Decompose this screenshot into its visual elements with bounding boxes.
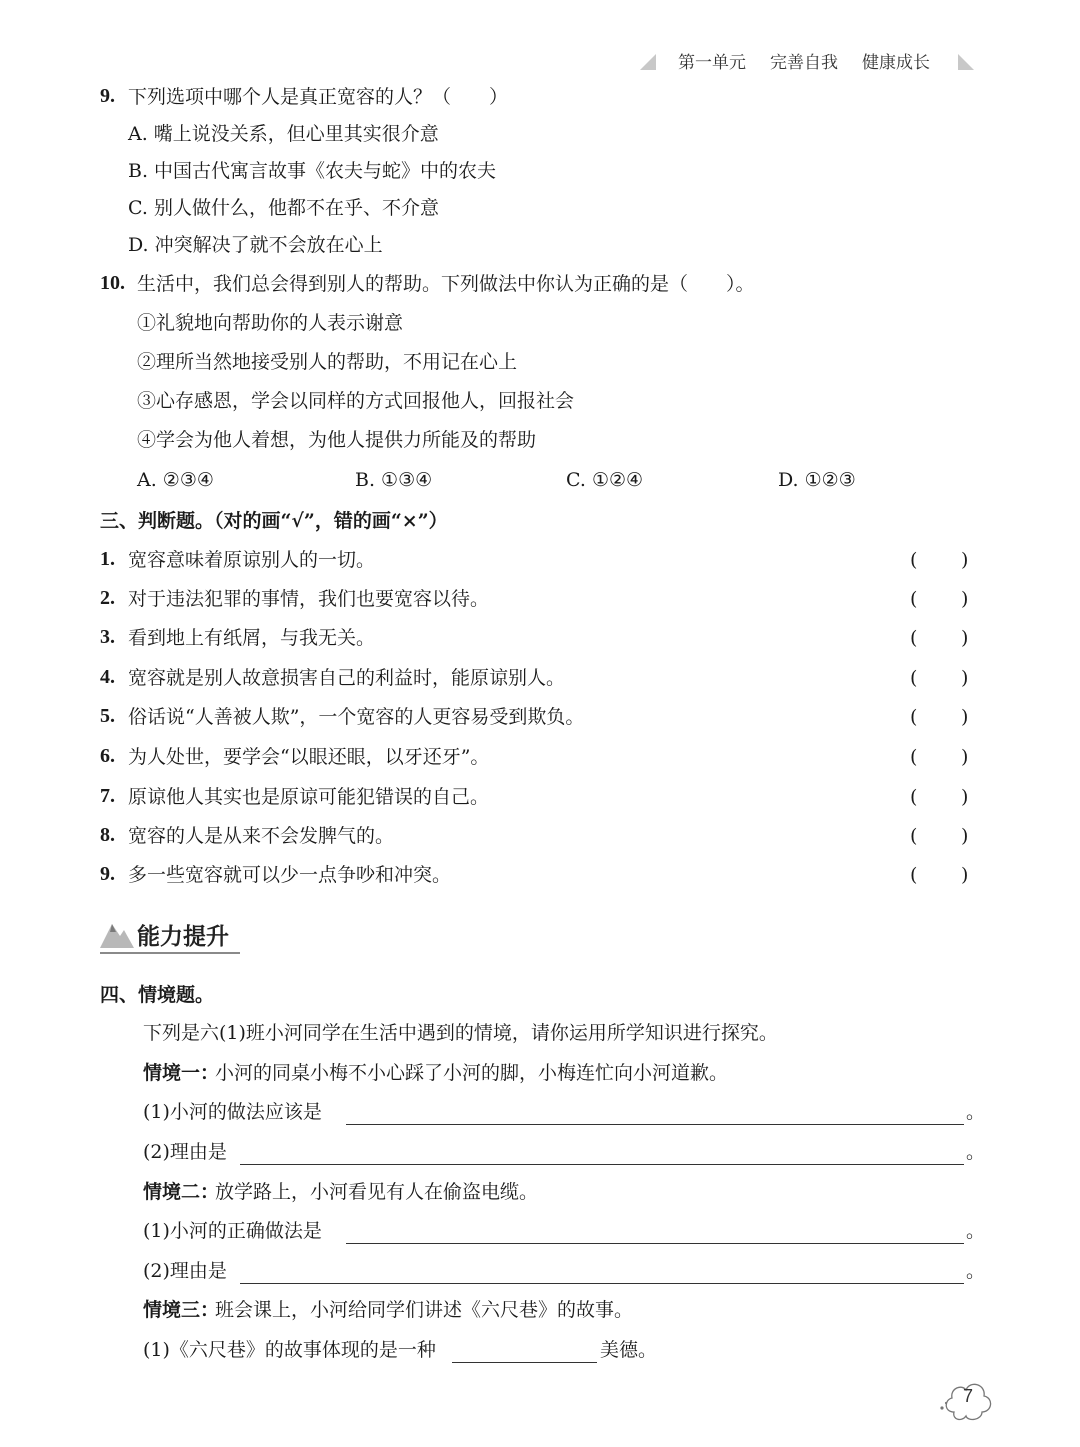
situation-1-label: 情境一： <box>143 1062 220 1084</box>
question-prompt: (1)小河的做法应该是 <box>143 1101 322 1123</box>
item-number: 7. <box>100 785 115 807</box>
header-title-2: 健康成长 <box>862 53 930 73</box>
intro-text: 下列是六(1)班小河同学在生活中遇到的情境，请你运用所学知识进行探究。 <box>143 1022 778 1044</box>
header-title-1: 完善自我 <box>770 53 838 73</box>
question-prompt: (2)理由是 <box>143 1260 227 1282</box>
answer-paren-close: ) <box>961 825 969 847</box>
answer-paren-open[interactable]: ( <box>910 588 918 610</box>
situation-2-text: 放学路上，小河看见有人在偷盗电缆。 <box>215 1181 539 1203</box>
item-text: 宽容意味着原谅别人的一切。 <box>128 549 376 571</box>
option-d: D. 冲突解决了就不会放在心上 <box>128 234 383 256</box>
item-number: 6. <box>100 745 115 767</box>
header-left-triangle-icon <box>640 54 656 70</box>
question-stem: 下列选项中哪个人是真正宽容的人？（ ） <box>128 86 509 108</box>
item-text: 原谅他人其实也是原谅可能犯错误的自己。 <box>128 786 490 808</box>
period: 。 <box>966 1220 986 1242</box>
header-right-triangle-icon <box>958 54 974 70</box>
header-unit: 第一单元 <box>678 53 746 73</box>
answer-paren-close: ) <box>961 667 969 689</box>
choice-b: B. ①③④ <box>355 469 433 491</box>
answer-paren-close: ) <box>961 706 969 728</box>
answer-paren-open[interactable]: ( <box>910 864 918 886</box>
section-heading: 四、情境题。 <box>100 984 215 1006</box>
section-title: 能力提升 <box>137 924 229 950</box>
item-text: 为人处世，要学会“以眼还眼，以牙还牙”。 <box>128 746 490 768</box>
item-number: 8. <box>100 824 115 846</box>
item-text: 宽容的人是从来不会发脾气的。 <box>128 825 395 847</box>
item-number: 5. <box>100 705 115 727</box>
item-number: 9. <box>100 863 115 885</box>
statement-4: ④学会为他人着想，为他人提供力所能及的帮助 <box>137 429 537 451</box>
option-b: B. 中国古代寓言故事《农夫与蛇》中的农夫 <box>128 160 497 182</box>
item-text: 看到地上有纸屑，与我无关。 <box>128 627 376 649</box>
question-prompt: (1)《六尺巷》的故事体现的是一种 <box>143 1339 436 1361</box>
option-c: C. 别人做什么，他都不在乎、不介意 <box>128 197 439 219</box>
period: 。 <box>966 1101 986 1123</box>
item-number: 2. <box>100 587 115 609</box>
answer-paren-open[interactable]: ( <box>910 667 918 689</box>
answer-line[interactable] <box>452 1362 597 1363</box>
answer-paren-close: ) <box>961 864 969 886</box>
question-suffix: 美德。 <box>600 1339 658 1361</box>
answer-paren-open[interactable]: ( <box>910 627 918 649</box>
answer-paren-close: ) <box>961 549 969 571</box>
statement-3: ③心存感恩，学会以同样的方式回报他人，回报社会 <box>137 390 575 412</box>
situation-1-text: 小河的同桌小梅不小心踩了小河的脚，小梅连忙向小河道歉。 <box>215 1062 729 1084</box>
question-prompt: (2)理由是 <box>143 1141 227 1163</box>
statement-1: ①礼貌地向帮助你的人表示谢意 <box>137 312 404 334</box>
choice-d: D. ①②③ <box>778 469 856 491</box>
answer-line[interactable] <box>346 1243 964 1244</box>
option-a: A. 嘴上说没关系，但心里其实很介意 <box>128 123 439 145</box>
answer-paren-open[interactable]: ( <box>910 706 918 728</box>
answer-line[interactable] <box>240 1283 964 1284</box>
choice-a: A. ②③④ <box>137 469 214 491</box>
statement-2: ②理所当然地接受别人的帮助，不用记在心上 <box>137 351 518 373</box>
choice-c: C. ①②④ <box>566 469 644 491</box>
question-number: 10. <box>100 272 125 294</box>
question-prompt: (1)小河的正确做法是 <box>143 1220 322 1242</box>
item-text: 俗话说“人善被人欺”，一个宽容的人更容易受到欺负。 <box>128 706 585 728</box>
situation-3-label: 情境三： <box>143 1299 220 1321</box>
answer-line[interactable] <box>346 1124 964 1125</box>
item-number: 3. <box>100 626 115 648</box>
answer-paren-open[interactable]: ( <box>910 746 918 768</box>
answer-paren-close: ) <box>961 627 969 649</box>
ability-section-header <box>100 916 240 954</box>
answer-paren-close: ) <box>961 588 969 610</box>
section-heading: 三、判断题。（对的画“√”，错的画“×”） <box>100 510 448 532</box>
item-text: 对于违法犯罪的事情，我们也要宽容以待。 <box>128 588 490 610</box>
page-header <box>640 48 980 76</box>
answer-paren-open[interactable]: ( <box>910 825 918 847</box>
answer-paren-open[interactable]: ( <box>910 786 918 808</box>
page-number: 7 <box>963 1386 974 1406</box>
answer-line[interactable] <box>240 1164 964 1165</box>
mountain-icon <box>100 918 134 948</box>
item-number: 4. <box>100 666 115 688</box>
item-number: 1. <box>100 548 115 570</box>
answer-paren-close: ) <box>961 786 969 808</box>
answer-paren-open[interactable]: ( <box>910 549 918 571</box>
situation-2-label: 情境二： <box>143 1181 220 1203</box>
item-text: 宽容就是别人故意损害自己的利益时，能原谅别人。 <box>128 667 566 689</box>
situation-3-text: 班会课上，小河给同学们讲述《六尺巷》的故事。 <box>215 1299 634 1321</box>
answer-paren-close: ) <box>961 746 969 768</box>
period: 。 <box>966 1260 986 1282</box>
question-number: 9. <box>100 85 115 107</box>
period: 。 <box>966 1141 986 1163</box>
page-number-badge <box>936 1374 996 1424</box>
question-stem: 生活中，我们总会得到别人的帮助。下列做法中你认为正确的是（ ）。 <box>137 273 755 295</box>
item-text: 多一些宽容就可以少一点争吵和冲突。 <box>128 864 452 886</box>
